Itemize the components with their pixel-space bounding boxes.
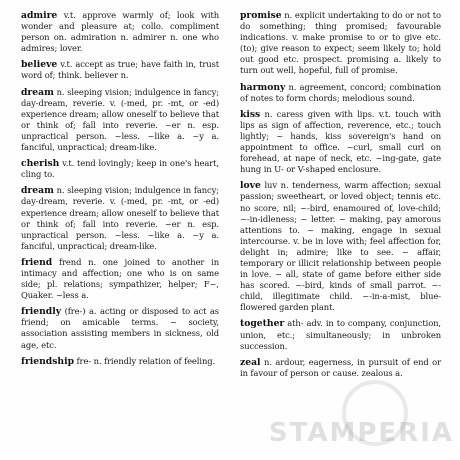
entry-friendly bbox=[21, 306, 219, 350]
entry-dream bbox=[21, 87, 219, 154]
headword: zeal bbox=[240, 356, 261, 368]
definition: n. caress given with lips. v.t. touch with lips as sign of affection, reverence, etc.; touch lightly; ~ hands, kiss sovereign's hand on appointment to office. ~curl, small curl on forehead, at nape of neck, etc. ~ing-gate, gate hung in U- or V-shaped enclosure. bbox=[240, 108, 441, 175]
entry-promise bbox=[240, 10, 441, 77]
definition: n. sleeping vision; indulgence in fancy; day-dream, reverie. v. (-med, pr. -mt, or -ed) experience dream; allow oneself to believe that or think of; fall into reverie. ~er n. esp. unpractical person. ~less. ~like a. ~y a. fanciful, unpractical; dream-like. bbox=[21, 185, 219, 251]
definition: v.t. tend lovingly; keep in one's heart, cling to. bbox=[21, 158, 219, 180]
headword: harmony bbox=[240, 81, 286, 93]
entry-dream-repeat bbox=[21, 185, 219, 252]
headword: kiss bbox=[240, 108, 261, 120]
headword: friendship bbox=[21, 355, 74, 367]
entry-love bbox=[240, 180, 441, 313]
watermark-logo: STAMPERIA bbox=[268, 418, 454, 448]
definition: n. agreement, concord; combination of notes to form chords; melodious sound. bbox=[240, 81, 441, 103]
definition: (fre-) a. acting or disposed to act as friend; on amicable terms. ~ society, association assisting members in sickness, old age, etc. bbox=[21, 306, 219, 350]
definition: n. ardour, eagerness, in pursuit of end or in favour of person or cause. zealous a. bbox=[240, 356, 441, 378]
headword: together bbox=[240, 318, 285, 330]
definition: ath- adv. in to company, conjunction, union, etc.; simultaneously; in unbroken succession. bbox=[240, 318, 441, 351]
definition: fre- n. friendly relation of feeling. bbox=[74, 355, 216, 366]
entry-friend bbox=[21, 257, 219, 301]
headword: love bbox=[240, 180, 261, 192]
headword: dream bbox=[21, 86, 54, 98]
entry-harmony bbox=[240, 82, 441, 104]
definition: v.t. approve warmly of; look with wonder and pleasure at; collo. compliment person on. admiration n. admirer n. one who admires; lover. bbox=[21, 10, 219, 54]
headword: friend bbox=[21, 256, 53, 268]
headword: believe bbox=[21, 59, 58, 71]
left-column bbox=[21, 10, 219, 372]
headword: promise bbox=[240, 10, 282, 21]
entry-zeal bbox=[240, 357, 441, 379]
definition: n. explicit undertaking to do or not to do something; thing promised; favourable indications. v. make promise to or to give etc. (to); give reason to expect; seem likely to; hold out good etc. prospect. promising a. likely to turn out well, hopeful, full of promise. bbox=[240, 10, 441, 76]
right-column bbox=[240, 10, 441, 384]
entry-cherish bbox=[21, 158, 219, 180]
entry-kiss bbox=[240, 109, 441, 176]
headword: friendly bbox=[21, 306, 62, 318]
definition: luv n. tenderness, warm affection; sexual passion; sweetheart, or loved object; tennis etc. no score, nil; ~-bird, enamoured of, love-child; ~-in-idleness; ~ letter. ~ making, pay amorous attentions to. ~ making, engage in sexual intercourse. v. be in love with; feel affection for, delight in; admire; like to see. ~ affair, temporary or illicit relationship between people in love. ~ all, state of game before either side has scored. ~-bird, kinds of small parrot. ~-child, illegitimate child. ~-in-a-mist, blue-flowered garden plant. bbox=[240, 180, 441, 313]
entry-admire bbox=[21, 10, 219, 54]
definition: n. sleeping vision; indulgence in fancy; day-dream, reverie. v. (-med, pr. -mt, or -ed) experience dream; allow oneself to believe that or think of; fall into reverie. ~er n. esp. unpractical person. ~less. ~like a. ~y a. fanciful, unpractical; dream-like. bbox=[21, 86, 219, 153]
headword: admire bbox=[21, 10, 58, 21]
definition: frend n. one joined to another in intimacy and affection; one who is on same side; pl. relations; sympathizer, helper; F~, Quaker. ~less a. bbox=[21, 256, 219, 301]
entry-friendship bbox=[21, 356, 219, 367]
entry-believe bbox=[21, 59, 219, 81]
headword: dream bbox=[21, 185, 54, 197]
headword: cherish bbox=[21, 158, 60, 170]
definition: v.t. accept as true; have faith in, trust word of; think. believer n. bbox=[21, 59, 219, 81]
entry-together bbox=[240, 318, 441, 351]
